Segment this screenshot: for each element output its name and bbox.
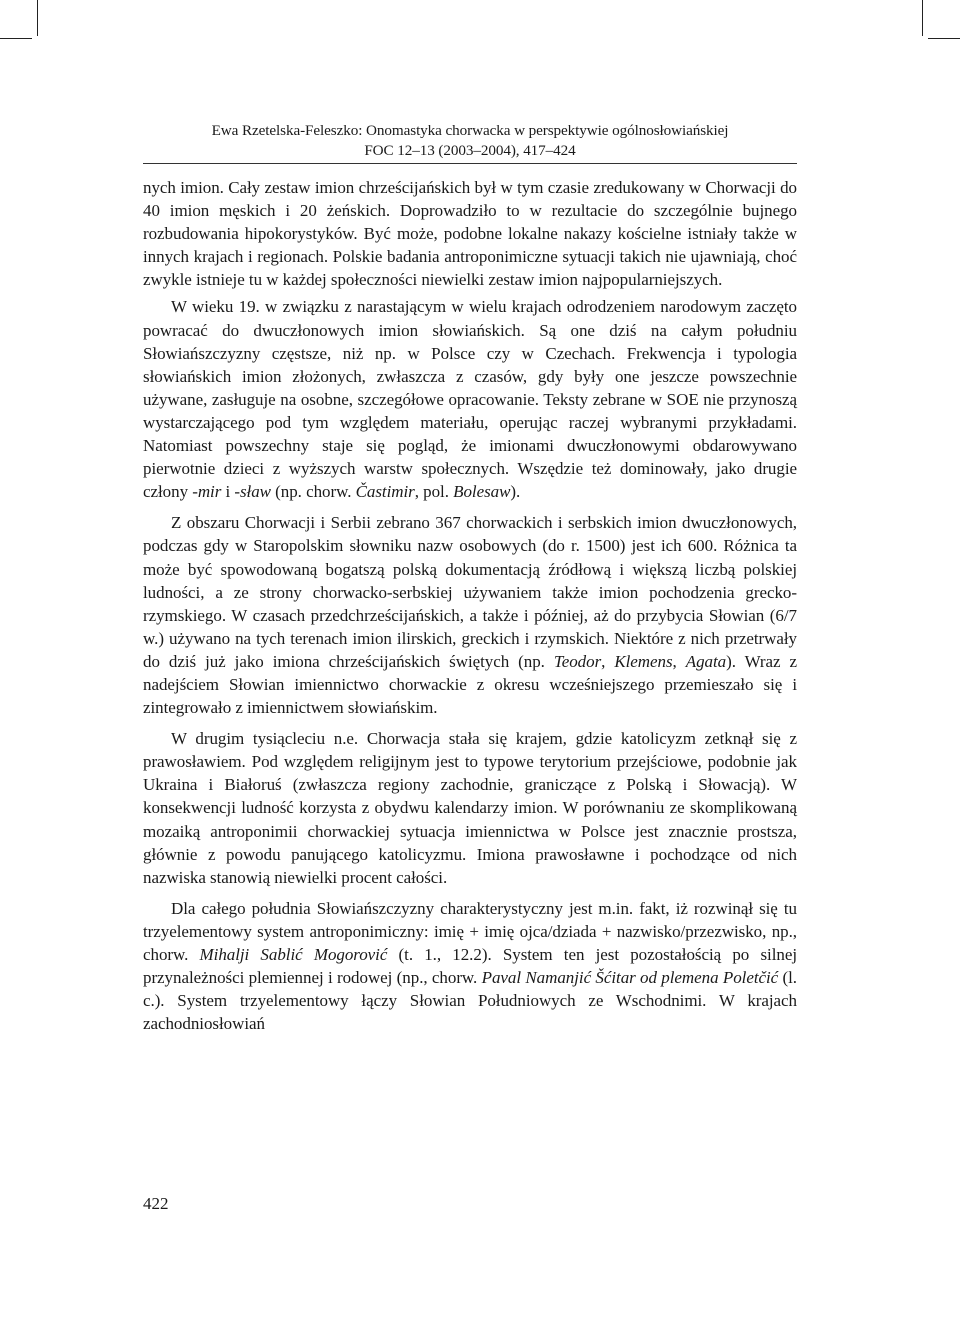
- crop-mark-right: [922, 0, 923, 36]
- crop-mark-right-horizontal: [928, 38, 960, 39]
- italic-term: sław: [239, 482, 271, 502]
- header-author-title: Ewa Rzetelska-Feleszko: Onomastyka chorwacka w perspektywie ogólnosłowiańskiej: [211, 122, 729, 139]
- paragraph-4: W drugim tysiącleciu n.e. Chorwacja stała się krajem, gdzie katolicyzm zetknął się z prawosławiem. Pod względem religijnym jest to typowe terytorium przejściowe, podobnie jak Ukraina i Białoruś (zwłaszcza regiony zachodnie, graniczące z Polską i Słowacją). W konsekwencji ludność korzysta z obydwu kalendarzy imion. W porównaniu ze skomplikowaną mozaiką antroponimii chorwackiej sytuacja imiennictwa w Polsce jest znacznie prostsza, głównie z powodu panującego katolicyzmu. Imiona prawosławne i pochodzące od nich nazwiska stanowią niewielki procent całości.: [143, 729, 797, 887]
- italic-term: Agata: [685, 651, 727, 671]
- paragraph-3: Z obszaru Chorwacji i Serbii zebrano 367 chorwackich i serbskich imion dwuczłonowych, podczas gdy w Staropolskim słowniku nazw osobowych (do r. 1500) jest ich 600. Różnica ta może być spowodowaną bogatszą polską dokumentacją źródłową i większą liczbą polskiej ludności, a ze strony chorwacko-serbskiej używaniem także imion pochodzenia grecko-rzymskiego. W czasach przedchrześcijańskich, a także i później, aż do przybycia Słowian (6/7 w.) używano na tych terenach imion ilirskich, greckich i rzymskich. Niektóre z nich przetrwały do dziś już jako imiona chrześcijańskich świętych (np. Teodor, Klemens, Agata). Wraz z nadejściem Słowian imiennictwo chorwackie z okresu wcześniejszego przemieszało się i zintegrowało z imiennictwem słowiańskim.: [143, 513, 798, 718]
- crop-mark-left-horizontal: [0, 38, 32, 39]
- header-rule: [143, 163, 797, 164]
- italic-term: Teodor: [553, 651, 602, 671]
- italic-term: Mihalji Sablić Mogorović: [199, 945, 388, 964]
- italic-term: mir: [197, 482, 222, 502]
- paragraph-2: W wieku 19. w związku z narastającym w wielu krajach odrodzeniem narodowym zaczęto powracać do dwuczłonowych imion słowiańskich. Są one dziś na całym południu Słowiańszczyzny częstsze, niż np. w Polsce czy w Czechach. Frekwencja i typologia słowiańskich imion złożonych, zwłaszcza z czasów, gdy były one jeszcze powszechnie używane, zasługuje na osobne, szczegółowe opracowanie. Teksty zebrane w SOE nie przynoszą wystarczającego pod tym względem materiału, operując raczej wybranymi przykładami. Natomiast powszechny staje się pogląd, że imionami dwuczłonowymi obdarowywano pierwotnie dzieci z wyższych warstw społecznych. Wszędzie też dominowały, jako drugie człony -mir i -sław (np. chorw. Častimir, pol. Bolesaw).: [143, 297, 797, 502]
- header-citation: FOC 12–13 (2003–2004), 417–424: [364, 142, 576, 159]
- paragraph-1: nych imion. Cały zestaw imion chrześcijańskich był w tym czasie zredukowany w Chorwacji do 40 imion męskich i 20 żeńskich. Doprowadziło to w rezultacie do szczególnie bujnego rozbudowania hipokorystyków. Być może, podobne lokalne nakazy kościelne istniały także w innych krajach i regionach. Polskie badania antroponimiczne sytuacji takich nie ujawniają, choć zwykle istnieje tu w każdej społeczności niewielki zestaw imion najpopularniejszych.: [143, 178, 797, 290]
- italic-term: Častimir: [355, 482, 415, 502]
- paragraph-5: Dla całego południa Słowiańszczyzny charakterystyczny jest m.in. fakt, iż rozwinął się tu trzyelementowy system antroponimiczny: imię + imię ojca/dziada + nazwisko/przezwisko, np., chorw. Mihalji Sablić Mogorović (t. 1., 12.2). System ten jest pozostałością po silnej przynależności plemiennej i rodowej (np., chorw. Paval Namanjić Šćitar od plemena Poletčić (l. c.). System trzyelementowy łączy Słowian Południowych ze Wschodnimi. W krajach zachodniosłowiań: [143, 898, 797, 1034]
- italic-term: Paval Namanjić Šćitar od plemena Poletčić: [481, 968, 779, 988]
- italic-term: Klemens: [614, 651, 673, 671]
- italic-term: Bolesaw: [453, 482, 511, 502]
- running-header: [143, 121, 797, 161]
- page-number: 422: [143, 1194, 169, 1213]
- crop-mark-left: [37, 0, 38, 36]
- article-body: [143, 176, 797, 1035]
